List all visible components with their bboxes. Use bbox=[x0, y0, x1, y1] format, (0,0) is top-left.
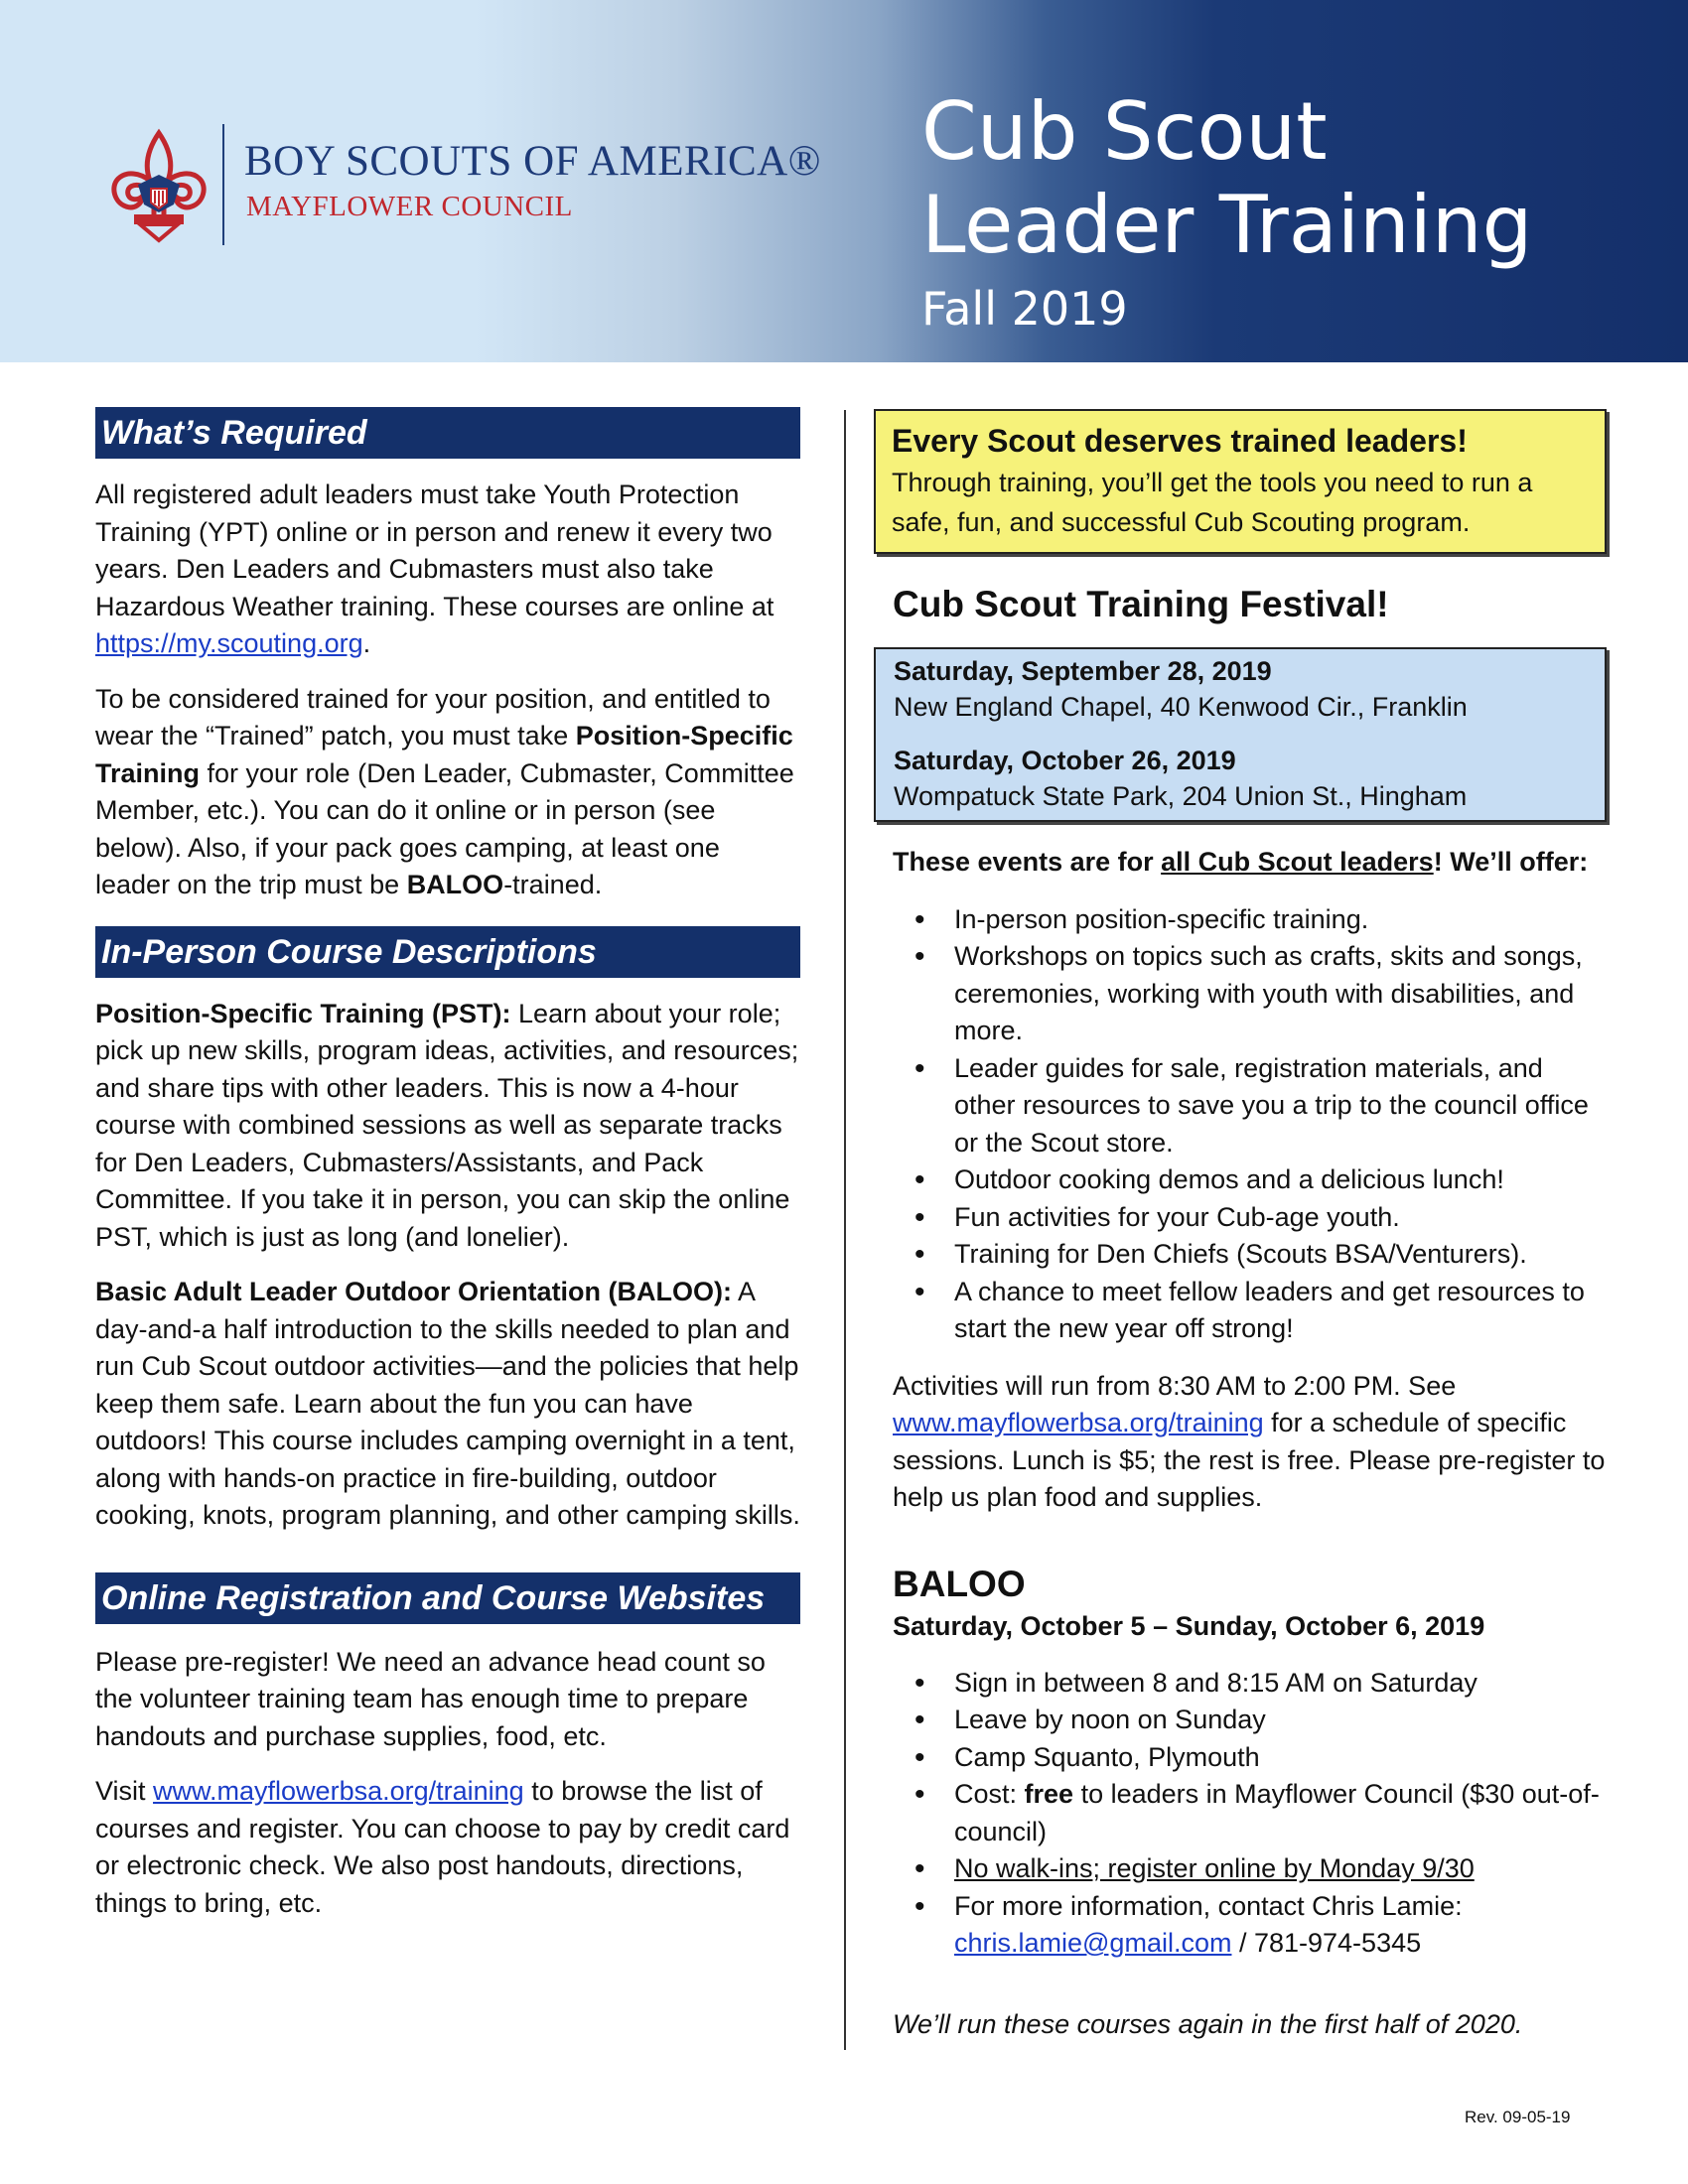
council-name: MAYFLOWER COUNCIL bbox=[246, 191, 573, 222]
list-item: • In-person position-specific training. bbox=[893, 901, 1607, 939]
emphasis: BALOO bbox=[406, 870, 504, 899]
text: Learn about your role; pick up new skills, program ideas, activities, and resources; and share tips with other leaders. This is now a 4-hour course with combined sessions as well as separate tracks for Den Leaders, Cubmasters/Assistants, and Pack Committee. If you take it in person, you can skip the online PST, which is just as long (and lonelier). bbox=[95, 998, 799, 1252]
column-divider bbox=[844, 410, 846, 2050]
left-column bbox=[95, 407, 800, 1922]
spacer bbox=[894, 725, 1591, 743]
emphasis: all Cub Scout leaders bbox=[1161, 847, 1434, 877]
contact-email-link[interactable]: chris.lamie@gmail.com bbox=[954, 1928, 1232, 1958]
list-item bbox=[893, 1850, 1607, 1888]
callout-box bbox=[874, 409, 1607, 554]
org-name: BOY SCOUTS OF AMERICA® bbox=[244, 138, 821, 185]
offer-intro bbox=[893, 844, 1607, 882]
list-item: • Sign in between 8 and 8:15 AM on Saturday bbox=[893, 1665, 1607, 1703]
revision-label: Rev. 09-05-19 bbox=[1465, 2108, 1571, 2126]
list-item: • Outdoor cooking demos and a delicious lunch! bbox=[893, 1161, 1607, 1199]
list-item: • Leader guides for sale, registration materials, and other resources to save you a trip to the council office or the Scout store. bbox=[893, 1050, 1607, 1162]
list-item: • A chance to meet fellow leaders and get resources to start the new year off strong! bbox=[893, 1274, 1607, 1348]
text: A day-and-a half introduction to the skills needed to plan and run Cub Scout outdoor activities—and the policies that help keep them safe. Learn about the fun you can have outdoors! This course includes camping overnight in a tent, along with hands-on practice in fire-building, outdoor cooking, knots, program planning, and other camping skills. bbox=[95, 1277, 800, 1530]
event-dates-box bbox=[874, 647, 1607, 822]
section-heading-courses: In-Person Course Descriptions bbox=[95, 926, 800, 978]
text: For more information, contact Chris Lamie: bbox=[954, 1890, 1463, 1921]
list-item: • Workshops on topics such as crafts, skits and songs, ceremonies, working with youth with disabilities, and more. bbox=[893, 938, 1607, 1050]
text: These events are for bbox=[893, 847, 1162, 877]
text: . bbox=[362, 628, 371, 658]
baloo-list bbox=[893, 1665, 1607, 1963]
title-season: Fall 2019 bbox=[921, 282, 1128, 336]
pst-title: Position-Specific Training (PST): bbox=[95, 998, 511, 1028]
text: ! We’ll offer: bbox=[1433, 847, 1589, 877]
text: Visit bbox=[95, 1776, 154, 1806]
event-1-date: Saturday, September 28, 2019 bbox=[894, 656, 1272, 686]
baloo-title: Basic Adult Leader Outdoor Orientation (BALOO): bbox=[95, 1277, 733, 1306]
logo-divider bbox=[222, 124, 224, 245]
header-banner bbox=[0, 0, 1688, 362]
text: to leaders in Mayflower Council ($30 out-of-council) bbox=[954, 1779, 1600, 1846]
baloo-dates: Saturday, October 5 – Sunday, October 6, 2019 bbox=[893, 1610, 1485, 1641]
festival-title: Cub Scout Training Festival! bbox=[893, 584, 1389, 624]
list-item: • Fun activities for your Cub-age youth. bbox=[893, 1199, 1607, 1237]
schedule-link[interactable]: www.mayflowerbsa.org/training bbox=[893, 1408, 1264, 1437]
event-1-location: New England Chapel, 40 Kenwood Cir., Franklin bbox=[894, 692, 1468, 722]
callout-body: Through training, you’ll get the tools you need to run a safe, fun, and successful Cub Scouting program. bbox=[892, 468, 1533, 537]
closing-note: We’ll run these courses again in the first half of 2020. bbox=[893, 2008, 1523, 2039]
text: Activities will run from 8:30 AM to 2:00 PM. See bbox=[893, 1370, 1457, 1401]
text: for your role (Den Leader, Cubmaster, Committee Member, etc.). You can do it online or in person (see below). Also, if your pack goes camping, at least one leader on the trip must be bbox=[95, 757, 794, 899]
baloo-heading: BALOO bbox=[893, 1563, 1026, 1604]
list-item: • Training for Den Chiefs (Scouts BSA/Venturers). bbox=[893, 1236, 1607, 1274]
title-line-1: Cub Scout bbox=[921, 85, 1328, 178]
event-2-location: Wompatuck State Park, 204 Union St., Hingham bbox=[894, 781, 1468, 811]
emphasis: No walk-ins; register online by Monday 9/30 bbox=[954, 1853, 1475, 1883]
event-2-date: Saturday, October 26, 2019 bbox=[894, 746, 1236, 775]
list-item bbox=[893, 1888, 1607, 1963]
text: To be considered trained for your position, and entitled to wear the “Trained” patch, you must take bbox=[95, 683, 771, 751]
activities-paragraph bbox=[893, 1368, 1607, 1517]
baloo-description bbox=[95, 1274, 800, 1535]
text: / 781-974-5345 bbox=[1231, 1928, 1422, 1958]
section-heading-required: What’s Required bbox=[95, 407, 800, 459]
online-paragraph-1: Please pre-register! We need an advance head count so the volunteer training team has enough time to prepare handouts and purchase supplies, food, etc. bbox=[95, 1646, 766, 1751]
emphasis: Position-Specific Training bbox=[95, 721, 793, 788]
right-column bbox=[874, 409, 1607, 2043]
text: Cost: bbox=[954, 1779, 1025, 1809]
callout-heading: Every Scout deserves trained leaders! bbox=[892, 423, 1468, 459]
title-line-2: Leader Training bbox=[921, 179, 1533, 271]
section-heading-online: Online Registration and Course Websites bbox=[95, 1572, 800, 1624]
list-item: • Camp Squanto, Plymouth bbox=[893, 1739, 1607, 1777]
text: for a schedule of specific sessions. Lunch is $5; the rest is free. Please pre-register to help us plan food and supplies. bbox=[893, 1408, 1606, 1512]
online-paragraph-2 bbox=[95, 1773, 800, 1922]
emphasis: free bbox=[1024, 1779, 1074, 1809]
my-scouting-link[interactable]: https://my.scouting.org bbox=[95, 628, 363, 658]
list-item: • Leave by noon on Sunday bbox=[893, 1702, 1607, 1739]
text: All registered adult leaders must take Youth Protection Training (YPT) online or in person and renew it every two years. Den Leaders and Cubmasters must also take Hazardous Weather training. These courses are online at bbox=[95, 479, 774, 621]
list-item bbox=[893, 1776, 1607, 1850]
text: -trained. bbox=[503, 870, 603, 899]
offer-list bbox=[893, 901, 1607, 1348]
required-paragraph-2 bbox=[95, 681, 800, 904]
pst-description bbox=[95, 996, 800, 1257]
bsa-fleur-de-lis-logo-icon bbox=[104, 127, 213, 246]
required-paragraph-1 bbox=[95, 477, 800, 663]
training-link[interactable]: www.mayflowerbsa.org/training bbox=[153, 1776, 524, 1806]
text: to browse the list of courses and register. You can choose to pay by credit card or electronic check. We also post handouts, directions, things to bring, etc. bbox=[95, 1776, 790, 1918]
